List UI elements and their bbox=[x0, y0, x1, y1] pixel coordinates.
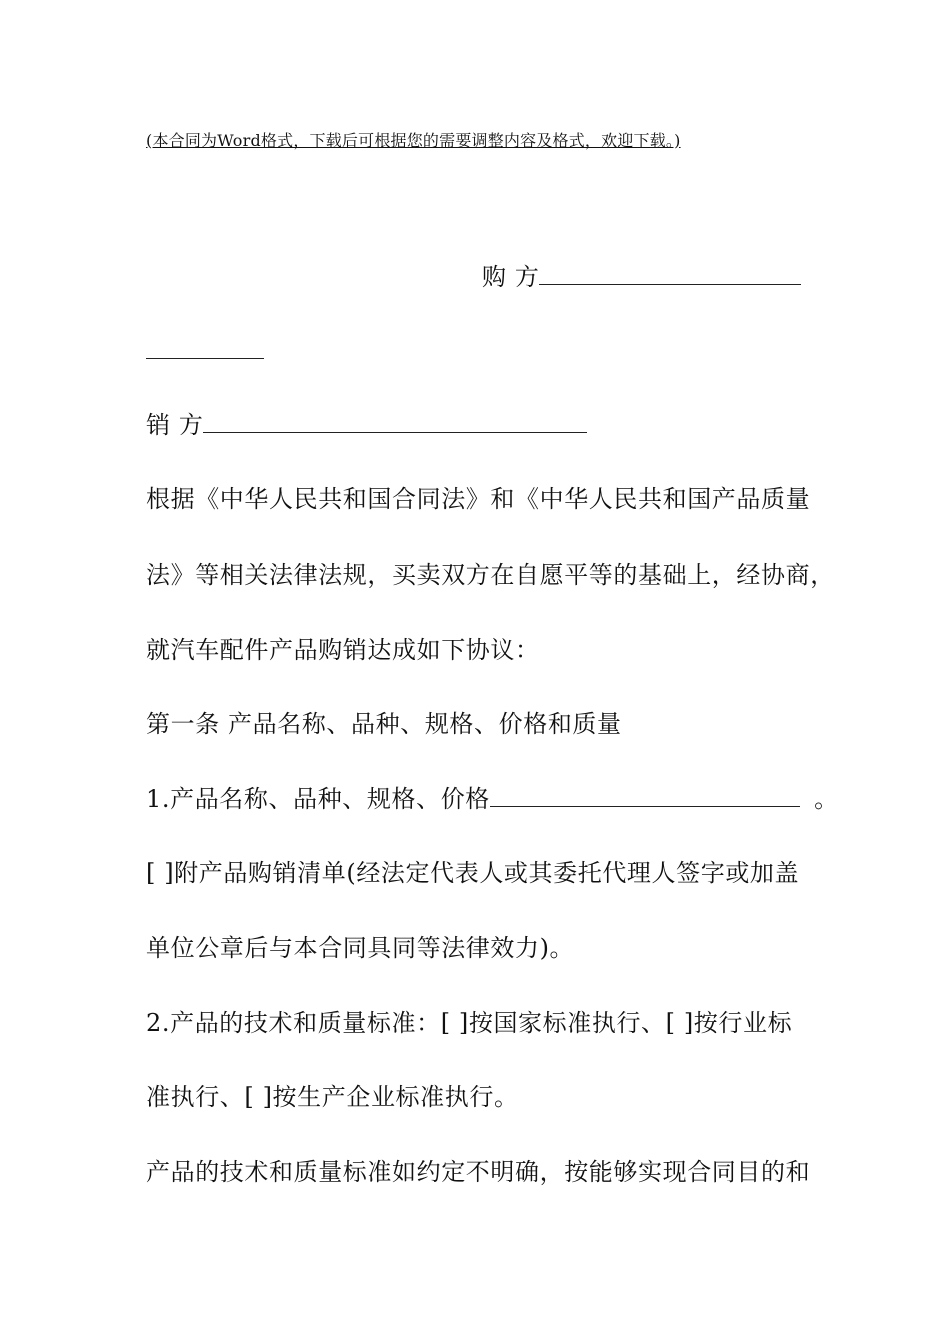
seller-blank[interactable] bbox=[203, 410, 587, 433]
paragraph-line: 就汽车配件产品购销达成如下协议： bbox=[146, 636, 540, 664]
buyer-blank-continued bbox=[146, 336, 264, 366]
buyer-blank-2[interactable] bbox=[146, 336, 264, 359]
item-1-end: 。 bbox=[814, 785, 839, 813]
item-1-label: 1.产品名称、品种、规格、价格 bbox=[146, 785, 490, 813]
buyer-label: 购 方 bbox=[482, 263, 540, 291]
paragraph-line: 2.产品的技术和质量标准：[ ]按国家标准执行、[ ]按行业标 bbox=[146, 1009, 793, 1037]
paragraph-line: [ ]附产品购销清单(经法定代表人或其委托代理人签字或加盖 bbox=[146, 859, 800, 887]
paragraph-line: 根据《中华人民共和国合同法》和《中华人民共和国产品质量 bbox=[146, 485, 811, 513]
seller-line bbox=[146, 410, 587, 440]
paragraph-line: 准执行、[ ]按生产企业标准执行。 bbox=[146, 1083, 519, 1111]
seller-label: 销 方 bbox=[146, 411, 204, 439]
paragraph-line: 单位公章后与本合同具同等法律效力)。 bbox=[146, 934, 575, 962]
format-note: (本合同为Word格式，下载后可根据您的需要调整内容及格式，欢迎下载。) bbox=[146, 131, 681, 150]
item-1-line bbox=[146, 784, 839, 814]
buyer-blank[interactable] bbox=[539, 262, 801, 285]
paragraph-line: 法》等相关法律法规，买卖双方在自愿平等的基础上，经协商， bbox=[146, 561, 835, 589]
buyer-line bbox=[482, 262, 801, 292]
price-blank[interactable] bbox=[490, 784, 800, 807]
article-1-heading: 第一条 产品名称、品种、规格、价格和质量 bbox=[146, 710, 622, 738]
paragraph-line: 产品的技术和质量标准如约定不明确，按能够实现合同目的和 bbox=[146, 1158, 811, 1186]
